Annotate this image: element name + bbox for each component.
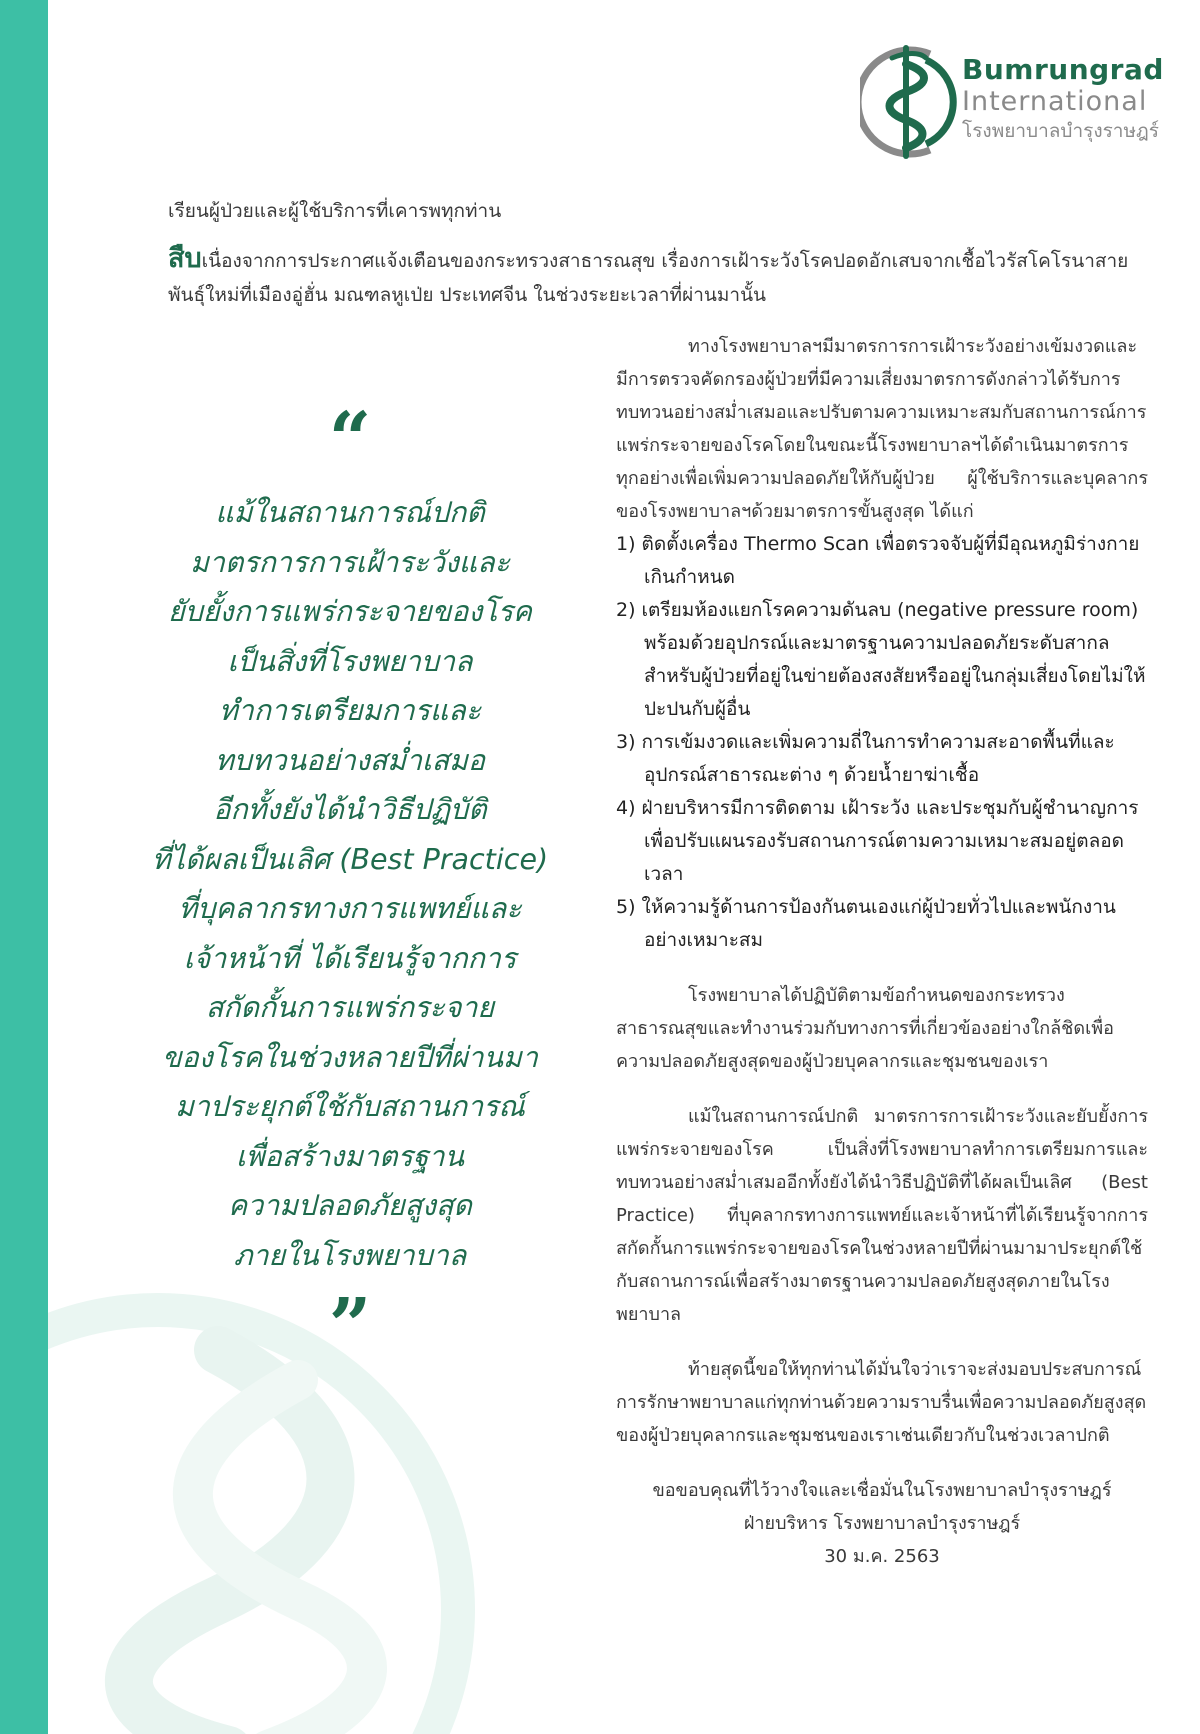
quote-line: ทบทวนอย่างสม่ำเสมอ [214,743,486,777]
body-paragraph-normal-times: แม้ในสถานการณ์ปกติ มาตรการการเฝ้าระวังและยับยั้งการแพร่กระจายของโรค เป็นสิ่งที่โรงพยาบาลทำการเตรียมการและทบทวนอย่างสม่ำเสมออีกทั้งยังได้นำวิธีปฏิบัติที่ได้ผลเป็นเลิศ (Best Practice) ที่บุคลากรทางการแพทย์และเจ้าหน้าที่ได้เรียนรู้จากการสกัดกั้นการแพร่กระจายของโรคในช่วงหลายปีที่ผ่านมามาประยุกต์ใช้กับสถานการณ์เพื่อสร้างมาตรฐานความปลอดภัยสูงสุดภายในโรงพยาบาล [616,1106,1148,1325]
quote-line: เพื่อสร้างมาตรฐาน [235,1139,465,1173]
letter-body [616,330,1148,1573]
signature-date: 30 ม.ค. 2563 [824,1546,940,1567]
open-quote-mark: “ [328,397,372,483]
intro-lead-word: สืบ [168,243,202,274]
quote-line: สกัดกั้นการแพร่กระจาย [205,991,495,1024]
quote-line: ของโรคในช่วงหลายปีที่ผ่านมา [162,1040,538,1074]
measure-item: 2) เตรียมห้องแยกโรคความดันลบ (negative pressure room) พร้อมด้วยอุปกรณ์และมาตรฐานความปลอดภัยระดับสากล สำหรับผู้ป่วยที่อยู่ในข่ายต้องสงสัยหรืออยู่ในกลุ่มเสี่ยงโดยไม่ให้ปะปนกับผู้อื่น [616,599,1146,720]
left-accent-bar [0,0,48,1734]
letter-greeting: เรียนผู้ป่วยและผู้ใช้บริการที่เคารพทุกท่าน [168,200,502,222]
brand-subtitle: International [962,86,1148,117]
brand-thai-name: โรงพยาบาลบำรุงราษฎร์ [962,120,1159,142]
body-paragraph-compliance: โรงพยาบาลได้ปฏิบัติตามข้อกำหนดของกระทรวงสาธารณสุขและทำงานร่วมกับทางการที่เกี่ยวข้องอย่างใกล้ชิดเพื่อความปลอดภัยสูงสุดของผู้ป่วยบุคลากรและชุมชนของเรา [616,985,1114,1072]
quote-line: เจ้าหน้าที่ ได้เรียนรู้จากการ [183,941,517,975]
quote-line: ยับยั้งการแพร่กระจายของโรค [168,595,532,628]
quote-line: มาตรการการเฝ้าระวังและ [190,545,510,579]
quote-line: เป็นสิ่งที่โรงพยาบาล [227,644,473,678]
measures-list [616,528,1148,957]
quote-line: มาประยุกต์ใช้กับสถานการณ์ [175,1090,525,1123]
measure-item: 3) การเข้มงวดและเพิ่มความถี่ในการทำความสะอาดพื้นที่และอุปกรณ์สาธารณะต่าง ๆ ด้วยน้ำยาฆ่าเชื้อ [616,731,1115,786]
pull-quote [130,397,570,1369]
body-paragraph-closing: ท้ายสุดนี้ขอให้ทุกท่านได้มั่นใจว่าเราจะส่งมอบประสบการณ์การรักษาพยาบาลแก่ทุกท่านด้วยความราบรื่นเพื่อความปลอดภัยสูงสุดของผู้ป่วยบุคลากรและชุมชนของเราเช่นเดียวกับในช่วงเวลาปกติ [616,1359,1147,1446]
signature-thanks: ขอขอบคุณที่ไว้วางใจและเชื่อมั่นในโรงพยาบาลบำรุงราษฎร์ [652,1480,1112,1501]
quote-line: ความปลอดภัยสูงสุด [228,1189,472,1222]
brand-name: Bumrungrad [962,53,1164,86]
body-paragraph-measures-intro: ทางโรงพยาบาลฯมีมาตรการการเฝ้าระวังอย่างเข้มงวดและมีการตรวจคัดกรองผู้ป่วยที่มีความเสี่ยงมาตรการดังกล่าวได้รับการทบทวนอย่างสม่ำเสมอและปรับตามความเหมาะสมกับสถานการณ์การแพร่กระจายของโรคโดยในขณะนี้โรงพยาบาลฯได้ดำเนินมาตรการทุกอย่างเพื่อเพิ่มความปลอดภัยให้กับผู้ป่วย ผู้ใช้บริการและบุคลากรของโรงพยาบาลฯด้วยมาตรการขั้นสูงสุด ได้แก่ [616,336,1148,522]
caduceus-logo-icon [860,44,960,160]
measure-item: 1) ติดตั้งเครื่อง Thermo Scan เพื่อตรวจจับผู้ที่มีอุณหภูมิร่างกายเกินกำหนด [616,533,1140,588]
letter-intro [168,242,1148,312]
quote-line: ทำการเตรียมการและ [218,694,482,727]
signature-department: ฝ่ายบริหาร โรงพยาบาลบำรุงราษฎร์ [743,1513,1021,1534]
close-quote-mark: ” [328,1283,372,1369]
quote-line: อีกทั้งยังได้นำวิธีปฏิบัติ [213,793,487,826]
quote-line: ที่บุคลากรทางการแพทย์และ [178,892,522,925]
bumrungrad-logo [860,44,1164,164]
measure-item: 5) ให้ความรู้ด้านการป้องกันตนเองแก่ผู้ป่วยทั่วไปและพนักงานอย่างเหมาะสม [616,896,1116,951]
signature-block [616,1474,1148,1573]
quote-line: แม้ในสถานการณ์ปกติ [215,496,485,529]
intro-text: เนื่องจากการประกาศแจ้งเตือนของกระทรวงสาธารณสุข เรื่องการเฝ้าระวังโรคปอดอักเสบจากเชื้อไวรัสโคโรนาสายพันธุ์ใหม่ที่เมืองอู่ฮั่น มณฑลหูเป่ย ประเทศจีน ในช่วงระยะเวลาที่ผ่านมานั้น [168,250,1129,306]
quote-line: ภายในโรงพยาบาล [233,1238,467,1272]
measure-item: 4) ฝ่ายบริหารมีการติดตาม เฝ้าระวัง และประชุมกับผู้ชำนาญการ เพื่อปรับแผนรองรับสถานการณ์ตามความเหมาะสมอยู่ตลอดเวลา [616,797,1139,885]
quote-line: ที่ได้ผลเป็นเลิศ (Best Practice) [151,842,549,876]
